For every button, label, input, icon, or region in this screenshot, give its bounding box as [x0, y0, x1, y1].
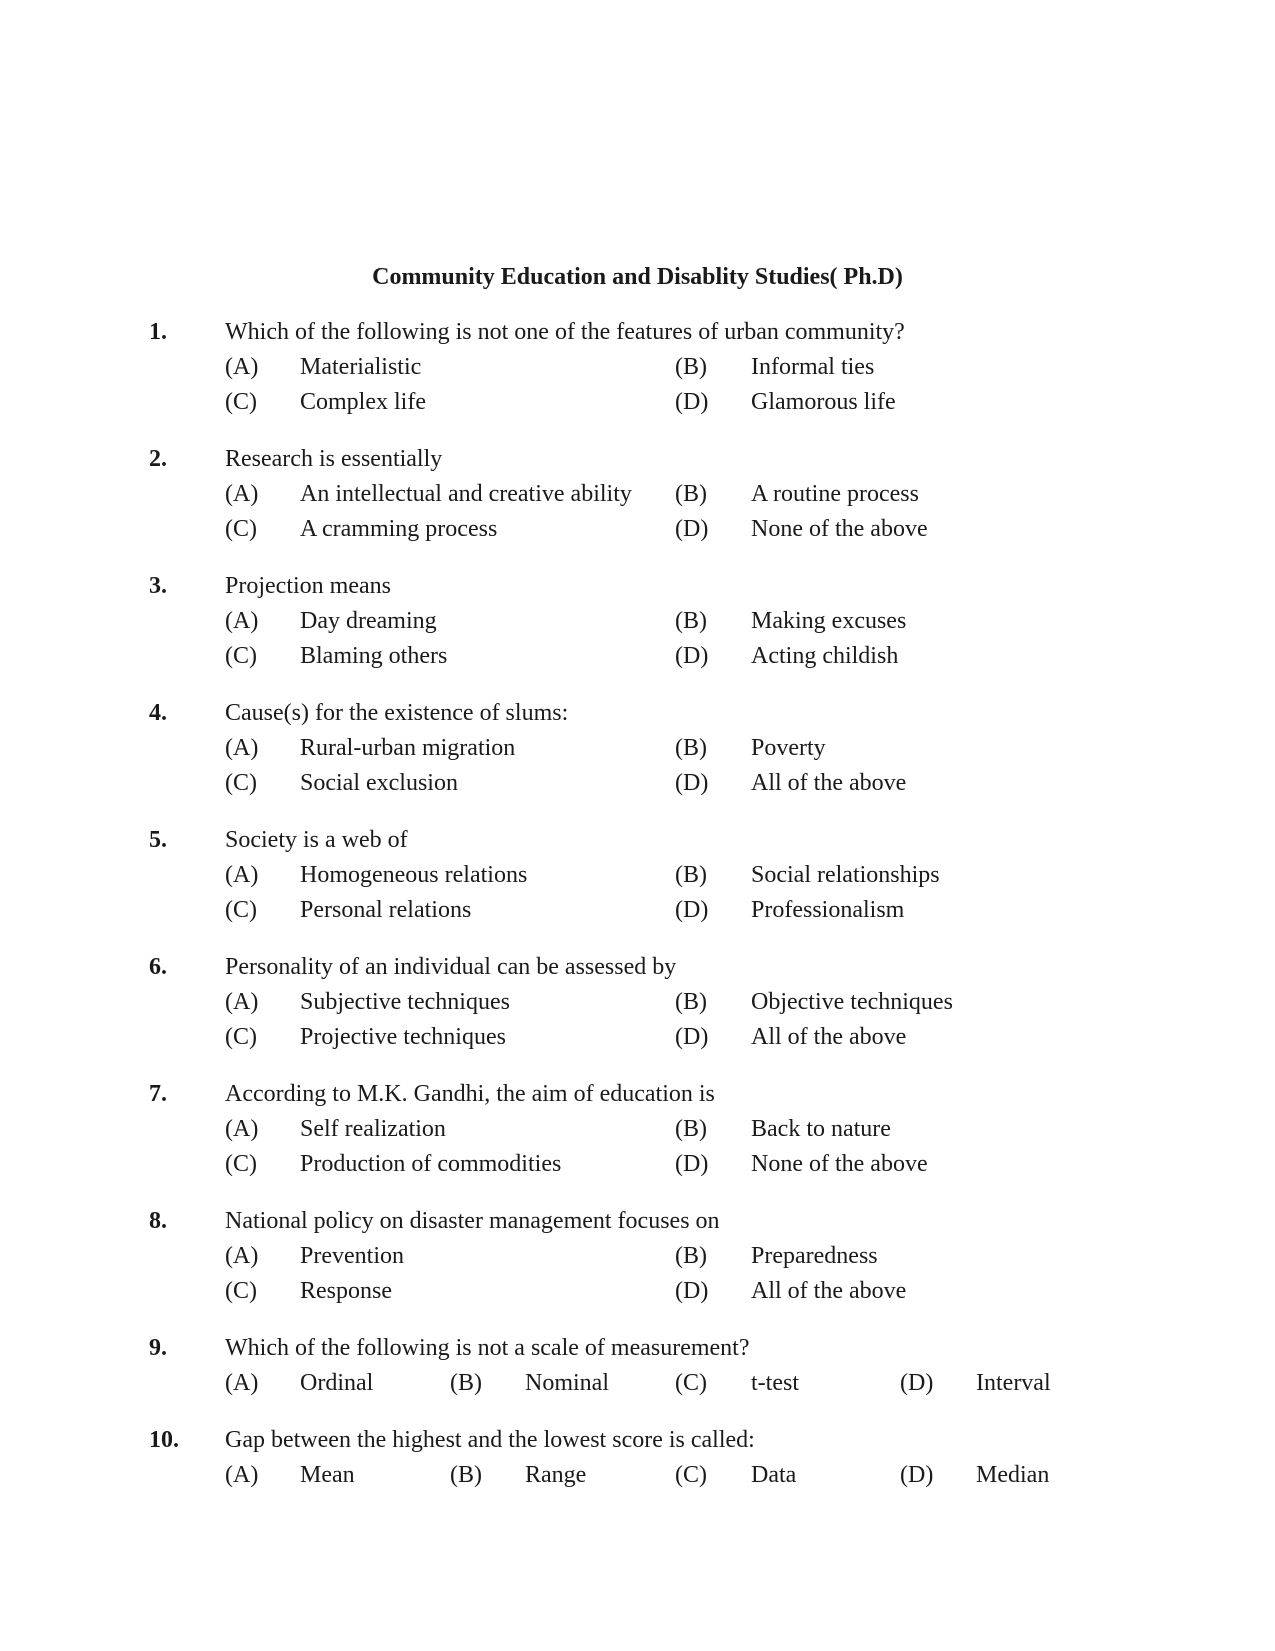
option-d-text: All of the above	[751, 1024, 907, 1050]
question-text: Gap between the highest and the lowest score is called:	[225, 1427, 755, 1453]
option-c-text: Response	[300, 1278, 392, 1304]
option-b-text: Back to nature	[751, 1116, 891, 1142]
question-number: 6.	[149, 954, 167, 980]
question-4	[0, 698, 1275, 808]
option-a-text: Mean	[300, 1462, 355, 1488]
question-7	[0, 1079, 1275, 1189]
option-a-text: Rural-urban migration	[300, 735, 516, 761]
question-number: 9.	[149, 1335, 167, 1361]
option-a-letter: (A)	[225, 1462, 259, 1488]
question-2	[0, 444, 1275, 554]
option-b-text: Preparedness	[751, 1243, 878, 1269]
option-c-letter: (C)	[225, 389, 257, 415]
option-c-letter: (C)	[675, 1370, 707, 1396]
option-a-letter: (A)	[225, 608, 259, 634]
question-text: Personality of an individual can be assessed by	[225, 954, 677, 980]
option-a-text: Subjective techniques	[300, 989, 510, 1015]
question-number: 4.	[149, 700, 167, 726]
option-a-text: Ordinal	[300, 1370, 374, 1396]
question-number: 2.	[149, 446, 167, 472]
option-a-letter: (A)	[225, 354, 259, 380]
option-a-letter: (A)	[225, 1370, 259, 1396]
option-b-letter: (B)	[450, 1462, 482, 1488]
option-d-text: Acting childish	[751, 643, 899, 669]
option-b-letter: (B)	[675, 989, 707, 1015]
option-a-text: Prevention	[300, 1243, 404, 1269]
option-a-text: An intellectual and creative ability	[300, 481, 632, 507]
question-number: 8.	[149, 1208, 167, 1234]
option-c-letter: (C)	[675, 1462, 707, 1488]
question-text: Projection means	[225, 573, 391, 599]
option-c-text: Blaming others	[300, 643, 448, 669]
option-b-letter: (B)	[675, 1116, 707, 1142]
question-text: Research is essentially	[225, 446, 443, 472]
option-a-text: Homogeneous relations	[300, 862, 528, 888]
option-c-letter: (C)	[225, 516, 257, 542]
option-c-text: Data	[751, 1462, 797, 1488]
option-d-text: All of the above	[751, 770, 907, 796]
option-d-letter: (D)	[675, 389, 709, 415]
option-d-letter: (D)	[675, 1024, 709, 1050]
option-d-letter: (D)	[675, 516, 709, 542]
option-b-letter: (B)	[675, 735, 707, 761]
option-b-letter: (B)	[675, 354, 707, 380]
option-a-letter: (A)	[225, 481, 259, 507]
option-a-letter: (A)	[225, 735, 259, 761]
question-3	[0, 571, 1275, 681]
option-d-text: All of the above	[751, 1278, 907, 1304]
option-d-text: None of the above	[751, 516, 928, 542]
question-number: 10.	[149, 1427, 179, 1453]
question-8	[0, 1206, 1275, 1316]
option-b-text: A routine process	[751, 481, 919, 507]
option-b-text: Range	[525, 1462, 587, 1488]
question-text: Which of the following is not a scale of measurement?	[225, 1335, 750, 1361]
option-b-letter: (B)	[450, 1370, 482, 1396]
page-title: Community Education and Disablity Studies( Ph.D)	[372, 264, 903, 290]
option-d-letter: (D)	[675, 643, 709, 669]
question-1	[0, 317, 1275, 427]
option-a-letter: (A)	[225, 1243, 259, 1269]
option-d-text: Interval	[976, 1370, 1051, 1396]
option-c-letter: (C)	[225, 1151, 257, 1177]
option-c-text: Personal relations	[300, 897, 472, 923]
option-c-letter: (C)	[225, 643, 257, 669]
option-b-text: Nominal	[525, 1370, 609, 1396]
question-number: 5.	[149, 827, 167, 853]
option-a-letter: (A)	[225, 862, 259, 888]
option-d-letter: (D)	[900, 1462, 934, 1488]
option-c-text: Complex life	[300, 389, 426, 415]
option-d-letter: (D)	[900, 1370, 934, 1396]
option-c-text: Projective techniques	[300, 1024, 506, 1050]
option-d-text: Median	[976, 1462, 1050, 1488]
option-a-text: Day dreaming	[300, 608, 437, 634]
option-d-text: None of the above	[751, 1151, 928, 1177]
option-d-letter: (D)	[675, 770, 709, 796]
option-c-text: A cramming process	[300, 516, 498, 542]
option-b-text: Making excuses	[751, 608, 907, 634]
option-b-text: Objective techniques	[751, 989, 953, 1015]
question-10	[0, 1425, 1275, 1535]
option-c-letter: (C)	[225, 770, 257, 796]
option-d-text: Glamorous life	[751, 389, 896, 415]
option-c-text: Social exclusion	[300, 770, 458, 796]
question-number: 1.	[149, 319, 167, 345]
option-c-letter: (C)	[225, 897, 257, 923]
option-c-letter: (C)	[225, 1278, 257, 1304]
question-text: Cause(s) for the existence of slums:	[225, 700, 569, 726]
option-c-letter: (C)	[225, 1024, 257, 1050]
option-d-letter: (D)	[675, 1151, 709, 1177]
option-a-text: Self realization	[300, 1116, 446, 1142]
option-a-letter: (A)	[225, 989, 259, 1015]
question-text: According to M.K. Gandhi, the aim of education is	[225, 1081, 715, 1107]
option-b-letter: (B)	[675, 608, 707, 634]
question-number: 3.	[149, 573, 167, 599]
option-d-text: Professionalism	[751, 897, 905, 923]
option-b-letter: (B)	[675, 481, 707, 507]
question-6	[0, 952, 1275, 1062]
question-number: 7.	[149, 1081, 167, 1107]
option-d-letter: (D)	[675, 1278, 709, 1304]
option-c-text: Production of commodities	[300, 1151, 562, 1177]
option-a-letter: (A)	[225, 1116, 259, 1142]
option-c-text: t-test	[751, 1370, 799, 1396]
option-b-text: Social relationships	[751, 862, 940, 888]
option-b-text: Informal ties	[751, 354, 875, 380]
option-b-text: Poverty	[751, 735, 826, 761]
question-text: Society is a web of	[225, 827, 408, 853]
question-5	[0, 825, 1275, 935]
option-b-letter: (B)	[675, 1243, 707, 1269]
question-text: Which of the following is not one of the features of urban community?	[225, 319, 905, 345]
option-b-letter: (B)	[675, 862, 707, 888]
question-text: National policy on disaster management focuses on	[225, 1208, 720, 1234]
option-d-letter: (D)	[675, 897, 709, 923]
option-a-text: Materialistic	[300, 354, 422, 380]
